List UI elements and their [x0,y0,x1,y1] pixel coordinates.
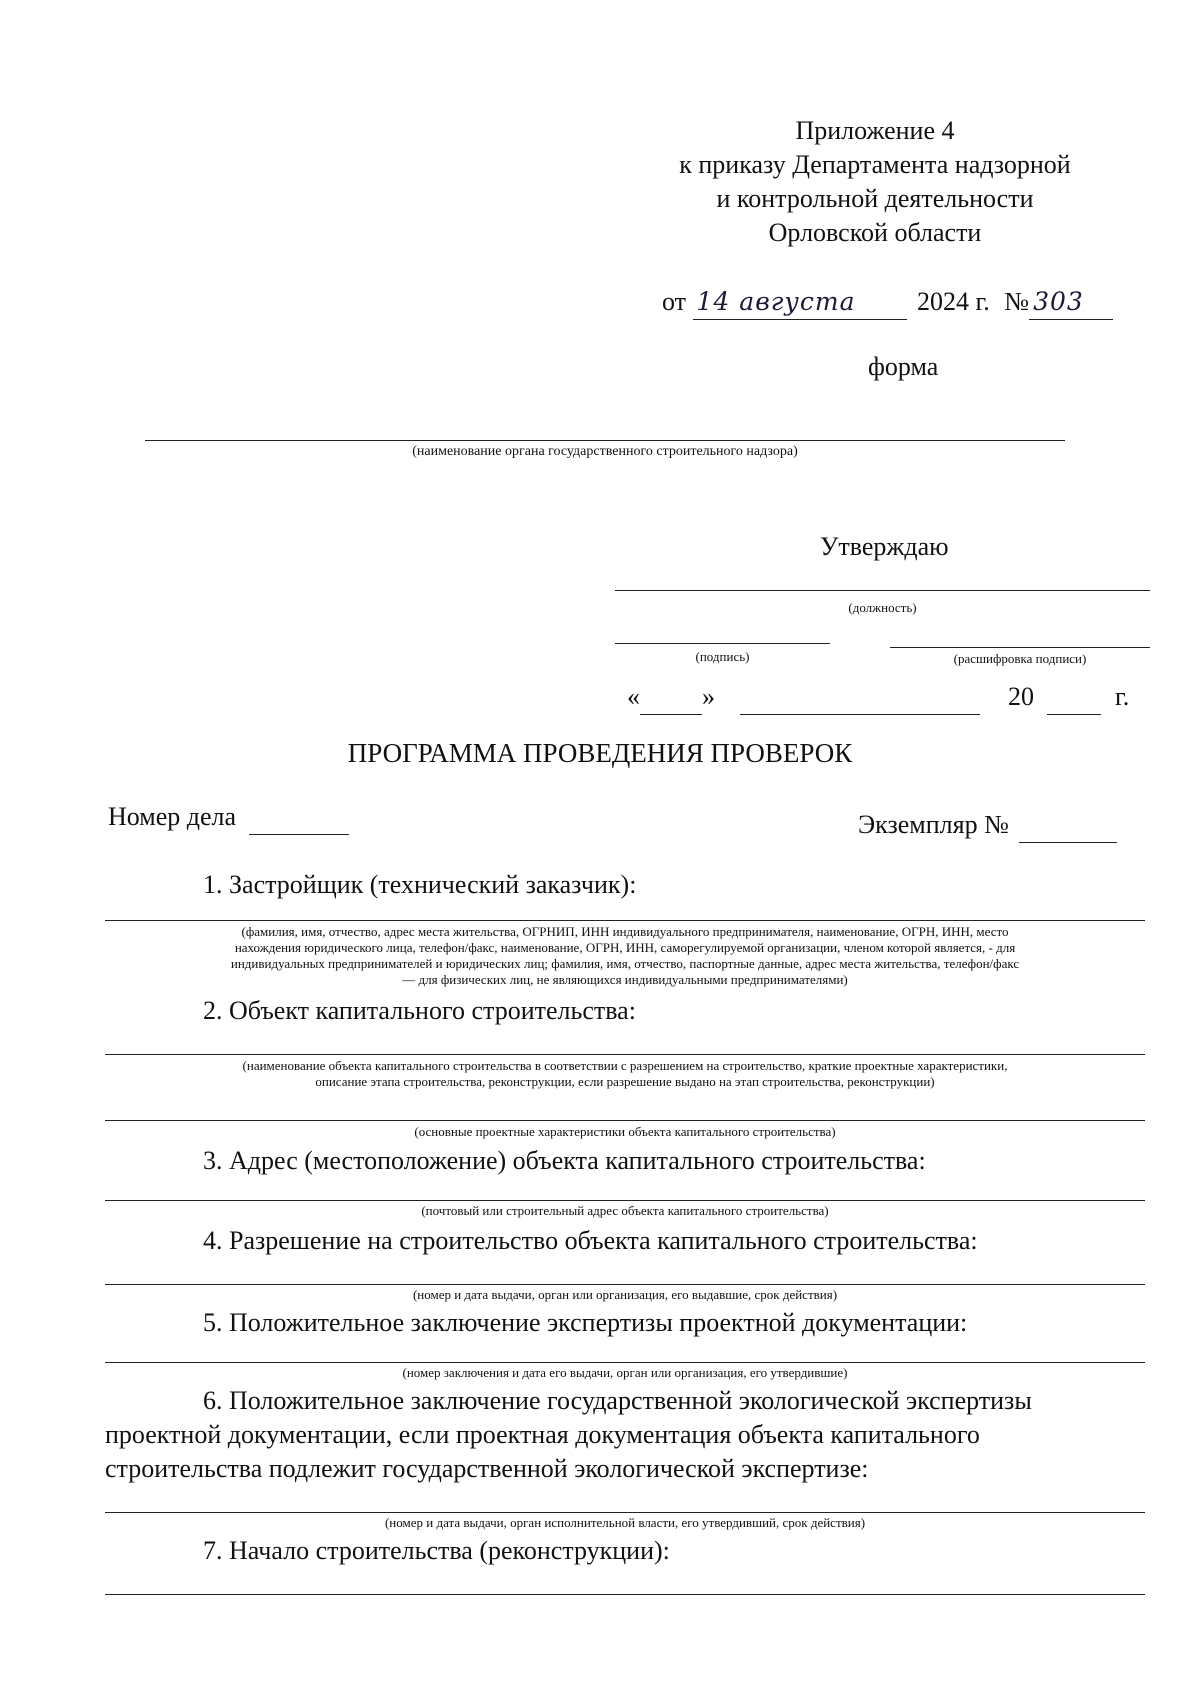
order-number-prefix: № [1004,287,1030,316]
section-5-line [105,1362,1145,1363]
section-5-title: 5. Положительное заключение экспертизы проектной документации: [203,1308,968,1337]
signature-decode-line [890,647,1150,648]
appendix-line-2: к приказу Департамента надзорной [679,150,1071,179]
year-prefix: 20 [1008,682,1034,711]
section-1-caption-line-3: индивидуальных предпринимателей и юридических лиц; фамилия, имя, отчество, паспортные данные, адрес места жительства, телефон/факс [230,956,1020,971]
section-2-title: 2. Объект капитального строительства: [203,996,636,1025]
section-2-caption [110,1058,1140,1090]
section-1-line [105,920,1145,921]
appendix-header [640,114,1110,250]
section-4-caption: (номер и дата выдачи, орган или организация, его выдавшие, срок действия) [412,1287,838,1302]
org-name-caption: (наименование органа государственного строительного надзора) [412,444,798,459]
section-6-caption: (номер и дата выдачи, орган исполнительной власти, его утвердивший, срок действия) [384,1515,866,1530]
signature-line [615,643,830,644]
approval-title: Утверждаю [820,532,949,561]
section-7-line [105,1594,1145,1595]
copy-number-row [858,808,1117,843]
form-label: форма [868,352,939,381]
date-close-quote: » [702,682,715,711]
order-date-line [662,285,1132,320]
section-2-characteristics-line [105,1120,1145,1121]
section-1-title: 1. Застройщик (технический заказчик): [203,870,637,899]
appendix-line-3: и контрольной деятельности [716,184,1034,213]
section-6-line-2: проектной документации, если проектная документация объекта капитального [105,1420,980,1449]
section-2-characteristics-caption: (основные проектные характеристики объекта капитального строительства) [414,1124,836,1139]
date-prefix: от [662,287,687,316]
case-number-row [108,800,349,835]
section-2-line [105,1054,1145,1055]
document-title: ПРОГРАММА ПРОВЕДЕНИЯ ПРОВЕРОК [347,738,853,768]
handwritten-date: 14 августа [693,285,907,320]
section-1-caption-line-1: (фамилия, имя, отчество, адрес места жительства, ОГРНИП, ИНН индивидуального предпринимателя, наименование, ОГРН, ИНН, место [241,924,1009,939]
section-6-line [105,1512,1145,1513]
section-3-line [105,1200,1145,1201]
order-year: 2024 г. [917,287,990,316]
signature-caption: (подпись) [695,649,750,664]
section-2-caption-line-2: описание этапа строительства, реконструкции, если разрешение выдано на этап строительства, реконструкции) [315,1074,935,1089]
copy-number-label: Экземпляр № [858,810,1009,839]
handwritten-order-number: 303 [1029,285,1113,320]
section-6-line-1: 6. Положительное заключение государственной экологической экспертизы [203,1386,1032,1415]
section-7-title: 7. Начало строительства (реконструкции): [203,1536,670,1565]
section-5-caption: (номер заключения и дата его выдачи, орган или организация, его утвердившие) [402,1365,848,1380]
case-number-label: Номер дела [108,802,237,831]
position-caption: (должность) [848,600,917,615]
section-3-caption: (почтовый или строительный адрес объекта капитального строительства) [421,1203,829,1218]
approval-date-line [627,680,1147,715]
section-4-line [105,1284,1145,1285]
section-2-caption-line-1: (наименование объекта капитального строительства в соответствии с разрешением на строительство, краткие проектные характеристики, [242,1058,1008,1073]
signature-decode-caption: (расшифровка подписи) [953,651,1087,666]
section-6-line-3: строительства подлежит государственной экологической экспертизе: [105,1454,869,1483]
section-1-caption [110,924,1140,988]
position-line [615,590,1150,591]
appendix-line-1: Приложение 4 [795,116,955,145]
section-4-title: 4. Разрешение на строительство объекта капитального строительства: [203,1226,978,1255]
section-3-title: 3. Адрес (местоположение) объекта капитального строительства: [203,1146,926,1175]
section-6-text [105,1384,1145,1486]
appendix-line-4: Орловской области [768,218,982,247]
section-1-caption-line-4: — для физических лиц, не являющихся индивидуальными предпринимателями) [402,972,848,987]
org-name-line [145,440,1065,441]
section-1-caption-line-2: нахождения юридического лица, телефон/факс, наименование, ОГРН, ИНН, саморегулируемой организации, членом которой является, - для [234,940,1016,955]
year-suffix: г. [1115,682,1130,711]
date-open-quote: « [627,682,640,711]
